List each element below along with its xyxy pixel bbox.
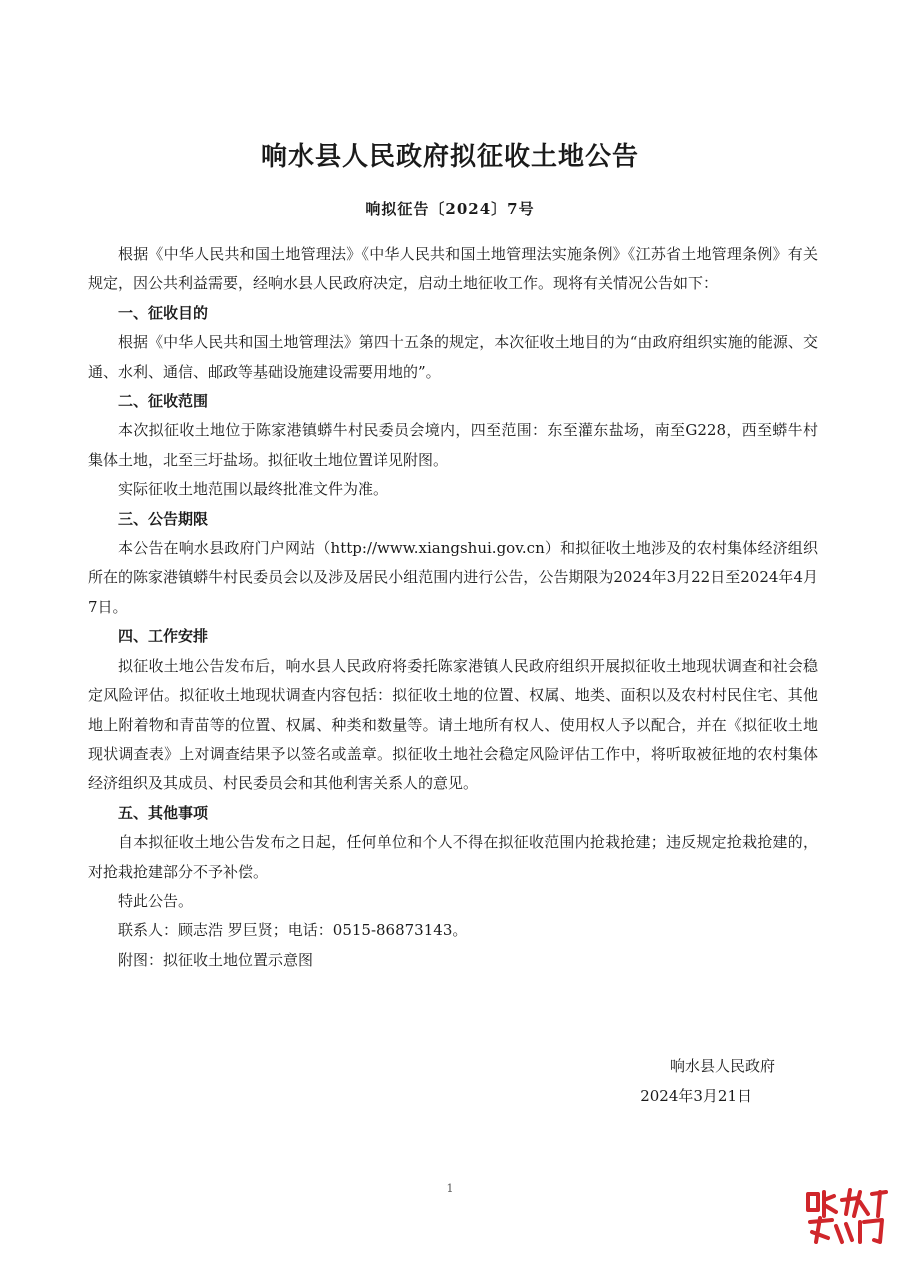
- section-heading: 一、征收目的: [118, 303, 209, 322]
- attachment-line: 附图：拟征收土地位置示意图: [118, 950, 314, 969]
- closing-statement: 特此公告。: [118, 891, 194, 910]
- section-paragraph: 本次拟征收土地位于陈家港镇蟒牛村民委员会境内，四至范围：东至灌东盐场，南至G228，西至蟒牛村集体土地，北至三圩盐场。拟征收土地位置详见附图。: [88, 421, 818, 469]
- intro-paragraph: 根据《中华人民共和国土地管理法》《中华人民共和国土地管理法实施条例》《江苏省土地管理条例》有关规定，因公共利益需要，经响水县人民政府决定，启动土地征收工作。现将有关情况公告如下：: [88, 245, 818, 293]
- signature-organization: 响水县人民政府: [669, 1057, 775, 1075]
- document-body: [88, 240, 818, 975]
- section-paragraph: 拟征收土地公告发布后，响水县人民政府将委托陈家港镇人民政府组织开展拟征收土地现状调查和社会稳定风险评估。拟征收土地现状调查内容包括：拟征收土地的位置、权属、地类、面积以及农村村民住宅、其他地上附着物和青苗等的位置、权属、种类和数量等。请土地所有权人、使用权人予以配合，并在《拟征收土地现状调查表》上对调查结果予以签名或盖章。拟征收土地社会稳定风险评估工作中，将听取被征地的农村集体经济组织及其成员、村民委员会和其他利害关系人的意见。: [88, 656, 818, 793]
- section-heading: 三、公告期限: [118, 509, 209, 528]
- section-paragraph: 实际征收土地范围以最终批准文件为准。: [118, 480, 389, 499]
- document-number: 响拟征告〔2024〕7号: [365, 200, 535, 218]
- watermark-logo-icon: [802, 1186, 888, 1246]
- page-number: 1: [446, 1182, 454, 1195]
- contact-line: 联系人：顾志浩 罗巨贤；电话：0515-86873143。: [118, 921, 468, 940]
- section-heading: 五、其他事项: [118, 803, 209, 822]
- section-paragraph: 自本拟征收土地公告发布之日起，任何单位和个人不得在拟征收范围内抢栽抢建；违反规定抢栽抢建的，对抢栽抢建部分不予补偿。: [88, 833, 818, 881]
- signature-date: 2024年3月21日: [640, 1087, 752, 1105]
- section-paragraph: 本公告在响水县政府门户网站（http://www.xiangshui.gov.cn）和拟征收土地涉及的农村集体经济组织所在的陈家港镇蟒牛村民委员会以及涉及居民小组范围内进行公告，公告期限为2024年3月22日至2024年4月7日。: [88, 539, 818, 616]
- document-title: 响水县人民政府拟征收土地公告: [260, 142, 639, 172]
- section-paragraph: 根据《中华人民共和国土地管理法》第四十五条的规定，本次征收土地目的为“由政府组织实施的能源、交通、水利、通信、邮政等基础设施建设需要用地的”。: [88, 333, 818, 381]
- section-heading: 二、征收范围: [118, 392, 209, 411]
- section-heading: 四、工作安排: [118, 627, 209, 646]
